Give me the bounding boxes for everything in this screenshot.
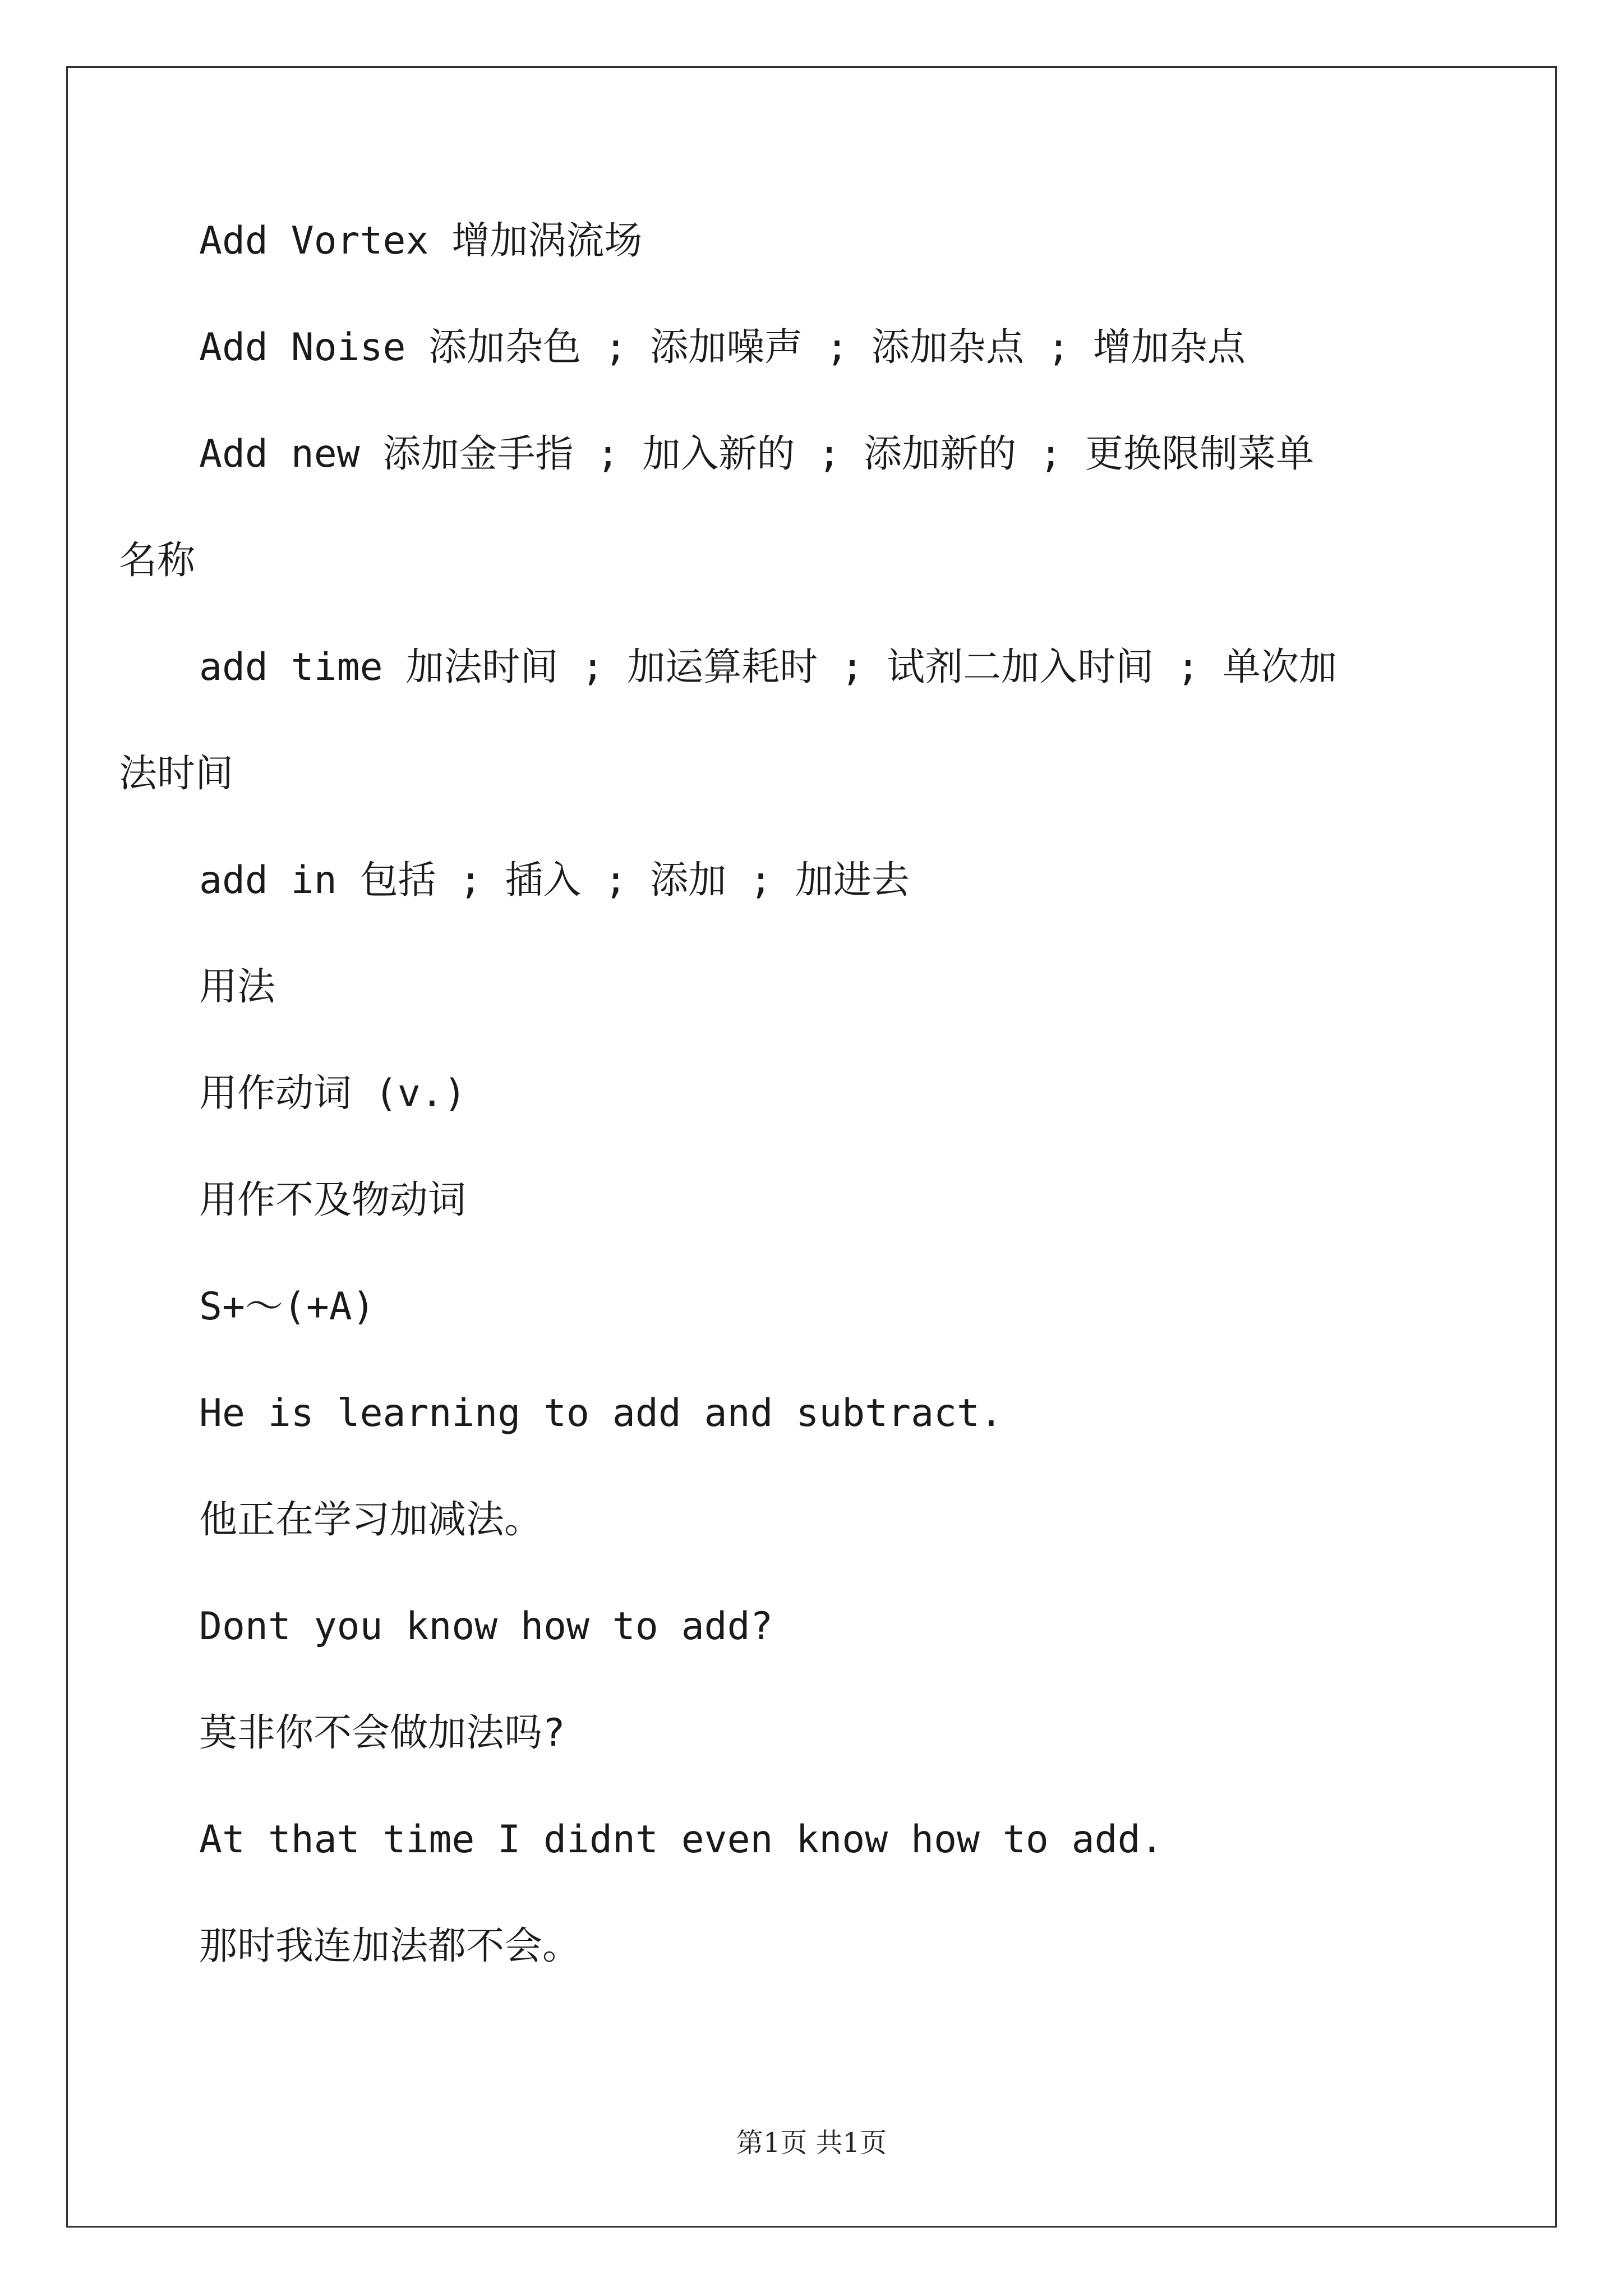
entry-add-time-continuation: 法时间 [119, 752, 234, 796]
usage-pattern: S+～(+A) [199, 1285, 375, 1329]
document-body [119, 219, 1433, 2031]
example-3-en: At that time I didnt even know how to add. [199, 1818, 1164, 1862]
example-3-zh: 那时我连加法都不会。 [199, 1924, 581, 1968]
entry-add-new-continuation: 名称 [119, 539, 196, 583]
example-2-en: Dont you know how to add? [199, 1604, 773, 1649]
example-1-en: He is learning to add and subtract. [199, 1391, 1003, 1435]
entry-add-vortex: Add Vortex 增加涡流场 [199, 219, 643, 263]
entry-add-new: Add new 添加金手指 ; 加入新的 ; 添加新的 ; 更换限制菜单 [199, 432, 1314, 476]
usage-intransitive: 用作不及物动词 [199, 1178, 467, 1222]
entry-add-time: add time 加法时间 ; 加运算耗时 ; 试剂二加入时间 ; 单次加 [199, 645, 1337, 689]
usage-verb: 用作动词 (v.) [199, 1071, 467, 1116]
page-footer: 第1页 共1页 [736, 2127, 887, 2159]
entry-add-noise: Add Noise 添加杂色 ; 添加噪声 ; 添加杂点 ; 增加杂点 [199, 325, 1246, 370]
example-1-zh: 他正在学习加减法。 [199, 1498, 543, 1542]
entry-add-in: add in 包括 ; 插入 ; 添加 ; 加进去 [199, 858, 910, 903]
section-usage: 用法 [199, 965, 276, 1009]
example-2-zh: 莫非你不会做加法吗? [199, 1711, 565, 1755]
